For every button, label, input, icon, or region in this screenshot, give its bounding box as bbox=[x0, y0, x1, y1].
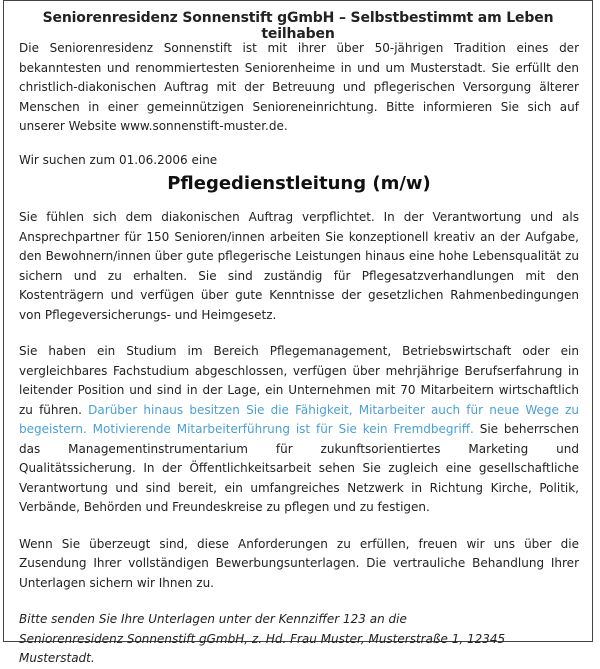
job-title: Pflegedienstleitung (m/w) bbox=[167, 173, 431, 194]
requirements-paragraph bbox=[19, 342, 579, 518]
requirements-highlight: Darüber hinaus besitzen Sie die Fähigkeit, Mitarbeiter auch für neue Wege zu begeistern. Motivierende Mitarbeiterführung ist für Sie kein Fremdbegriff. bbox=[19, 402, 579, 436]
search-line: Wir suchen zum 01.06.2006 eine bbox=[19, 152, 218, 167]
requirements-text-end: Sie beherrschen das Managementinstrumentarium für zukunftsorientiertes Marketing und Qualitätssicherung. In der Öffentlichkeitsarbeit sehen Sie zugleich eine gesellschaftliche Verantwortung und sind bereit, ein umfangreiches Netzwerk in Richtung Kirche, Politik, Verbände, Behörden und Freundeskreise zu pflegen und zu festigen. bbox=[19, 422, 579, 514]
job-ad-frame bbox=[3, 0, 593, 665]
footer-line-1: Bitte senden Sie Ihre Unterlagen unter der Kennziffer 123 an die bbox=[19, 612, 407, 626]
intro-paragraph: Die Seniorenresidenz Sonnenstift ist mit ihrer über 50-jährigen Tradition eines der bekanntesten und renommiertesten Seniorenheime in und um Musterstadt. Sie erfüllt den christlich-diakonischen Auftrag mit der Betreuung und pflegerischen Versorgung älterer Menschen in einer gemeinnützigen Senioreneinrichtung. Bitte informieren Sie sich auf unserer Website www.sonnenstift-muster.de. bbox=[19, 41, 579, 133]
footer-line-2: Seniorenresidenz Sonnenstift gGmbH, z. Hd. Frau Muster, Musterstraße 1, 12345 Musterstadt. bbox=[19, 631, 506, 665]
ad-header: Seniorenresidenz Sonnenstift gGmbH – Selbstbestimmt am Leben teilhaben bbox=[42, 10, 554, 42]
ad-content bbox=[19, 39, 579, 669]
requirements-text-start: Sie haben ein Studium im Bereich Pflegemanagement, Betriebswirtschaft oder ein vergleichbares Fachstudium abgeschlossen, verfügen über mehrjährige Berufserfahrung in leitender Position und sind in der Lage, ein Unternehmen mit 70 Mitarbeitern wirtschaftlich zu führen. bbox=[19, 344, 579, 417]
application-instructions bbox=[19, 610, 579, 669]
closing-paragraph: Wenn Sie überzeugt sind, diese Anforderungen zu erfüllen, freuen wir uns über die Zusendung Ihrer vollständigen Bewerbungsunterlagen. Die vertrauliche Behandlung Ihrer Unterlagen sichern wir Ihnen zu. bbox=[19, 536, 579, 590]
responsibilities-paragraph: Sie fühlen sich dem diakonischen Auftrag verpflichtet. In der Verantwortung und als Ansprechpartner für 150 Senioren/innen arbeiten Sie konzeptionell kreativ an der Aufgabe, den Bewohnern/innen über gute pflegerische Leistungen hinaus eine hohe Lebensqualität zu sichern und zu erhalten. Sie sind zuständig für Pflegesatzverhandlungen mit den Kostenträgern und verfügen über gute Kenntnisse der gesetzlichen Rahmenbedingungen von Pflegeversicherungs- und Heimgesetz. bbox=[19, 210, 579, 322]
